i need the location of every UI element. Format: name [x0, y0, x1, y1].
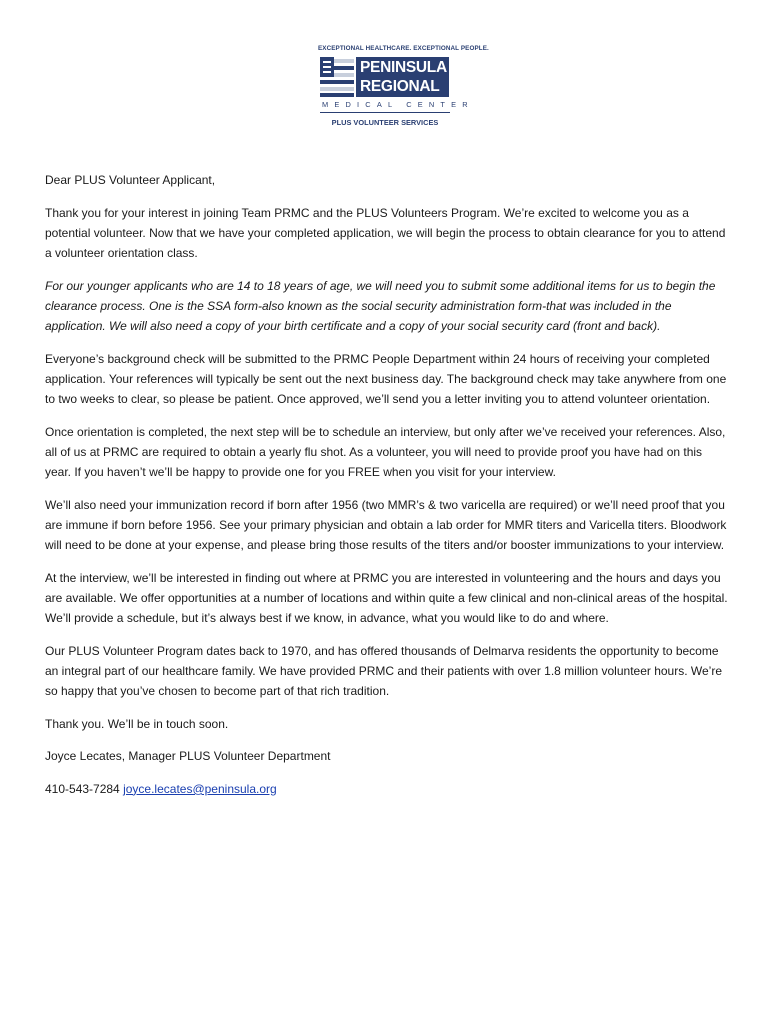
signature: Joyce Lecates, Manager PLUS Volunteer Department — [45, 749, 331, 764]
letter-body — [45, 170, 731, 811]
logo-name — [356, 57, 449, 97]
paragraph-program-history: Our PLUS Volunteer Program dates back to 1970, and has offered thousands of Delmarva residents the opportunity to become an integral part of our healthcare family. We have provided PRMC and their patients with over 1.8 million volunteer hours. We’re so happy that you’ve chosen to become part of that rich tradition. — [45, 643, 723, 698]
paragraph-younger-applicants: For our younger applicants who are 14 to 18 years of age, we will need you to submit some additional items for us to begin the clearance process. One is the SSA form-also known as the social security administration form-that was included in the application. We will also need a copy of your birth certificate and a copy of your social security card (front and back). — [45, 278, 716, 333]
email-link[interactable]: joyce.lecates@peninsula.org — [123, 781, 277, 796]
flag-emblem-icon — [320, 57, 354, 97]
paragraph-background-check: Everyone’s background check will be submitted to the PRMC People Department within 24 hours of receiving your completed application. Your references will typically be sent out the next business day. The background check may take anywhere from one to two weeks to clear, so please be patient. Once approved, we’ll send you a letter inviting you to attend volunteer orientation. — [45, 351, 727, 406]
logo-subtitle: MEDICAL CENTER — [322, 100, 474, 109]
logo-department: PLUS VOLUNTEER SERVICES — [331, 118, 439, 127]
paragraph-orientation: Once orientation is completed, the next step will be to schedule an interview, but only after we’ve received your references. Also, all of us at PRMC are required to obtain a yearly flu shot. As a volunteer, you will need to provide proof you have had on this year. If you haven’t we’ll be happy to provide one for you FREE when you visit for your interview. — [45, 424, 726, 479]
logo-mark — [318, 57, 452, 97]
salutation: Dear PLUS Volunteer Applicant, — [45, 173, 216, 187]
prmc-logo — [318, 44, 489, 127]
paragraph-closing: Thank you. We’ll be in touch soon. — [45, 716, 229, 731]
paragraph-immunization: We’ll also need your immunization record if born after 1956 (two MMR’s & two varicella are required) or we’ll need proof that you are immune if born before 1956. See your primary physician and obtain a lab order for MMR titers and Varicella titers. Bloodwork will need to be done at your expense, and please bring those results of the titers and/or booster immunizations to your interview. — [45, 497, 727, 552]
contact-line — [45, 779, 731, 799]
paragraph-interview: At the interview, we’ll be interested in finding out where at PRMC you are interested in volunteering and the hours and days you are available. We offer opportunities at a number of locations and within quite a few clinical and non-clinical areas of the hospital. We’ll provide a schedule, but it’s always best if we know, in advance, what you would like to do and where. — [45, 570, 728, 625]
phone-number: 410-543-7284 — [45, 781, 120, 796]
logo-tagline: EXCEPTIONAL HEALTHCARE. EXCEPTIONAL PEOPLE. — [318, 45, 489, 52]
paragraph-welcome: Thank you for your interest in joining Team PRMC and the PLUS Volunteers Program. We’re excited to welcome you as a potential volunteer. Now that we have your completed application, we will begin the process to obtain clearance for you to attend a volunteer orientation class. — [45, 205, 726, 260]
logo-name-line1: PENINSULA — [360, 59, 447, 76]
logo-divider — [320, 112, 450, 113]
logo-name-line2: REGIONAL — [360, 78, 440, 95]
